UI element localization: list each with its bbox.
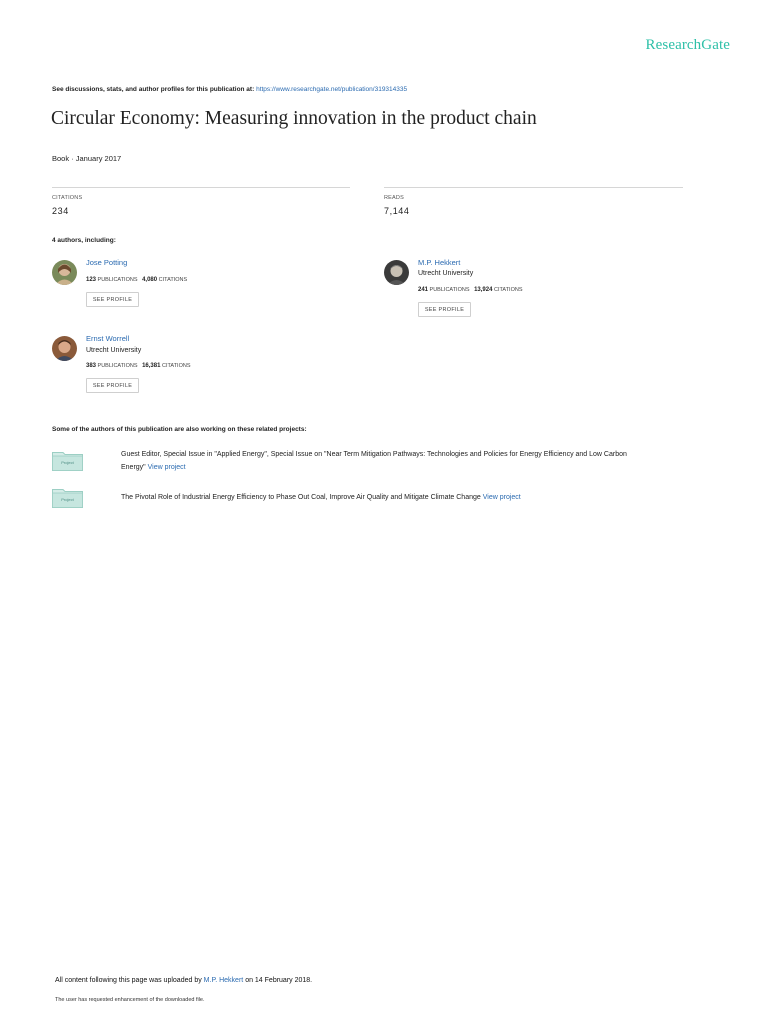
publications-label: PUBLICATIONS	[429, 287, 470, 293]
publications-label: PUBLICATIONS	[97, 363, 138, 369]
publications-label: PUBLICATIONS	[97, 277, 138, 283]
author-stats	[418, 287, 523, 293]
project-text	[121, 492, 711, 505]
citations-count-label: CITATIONS	[158, 277, 188, 283]
project-folder-label: Project	[61, 497, 74, 502]
project-folder-icon	[52, 488, 83, 508]
author-affiliation: Utrecht University	[86, 347, 142, 354]
publications-count: 123	[86, 277, 97, 283]
citations-value: 234	[52, 206, 69, 216]
project-folder-label: Project	[61, 460, 74, 465]
see-profile-button[interactable]: SEE PROFILE	[418, 302, 471, 317]
reads-value: 7,144	[384, 206, 410, 216]
publication-url-link[interactable]: https://www.researchgate.net/publication/319314335	[256, 86, 408, 93]
related-project-row	[52, 486, 712, 510]
see-profile-button[interactable]: SEE PROFILE	[86, 378, 139, 393]
author-affiliation: Utrecht University	[418, 270, 474, 277]
project-title: Guest Editor, Special Issue in "Applied Energy", Special Issue on "Near Term Mitigation Pathways: Technologies and Policies for Energy Efficiency and Low Carbon	[121, 451, 627, 458]
publication-meta: Book · January 2017	[52, 154, 122, 163]
author-card-mp-hekkert	[384, 258, 684, 320]
author-name-link[interactable]: Jose Potting	[86, 258, 128, 267]
author-stats	[86, 277, 187, 283]
author-name-link[interactable]: Ernst Worrell	[86, 334, 130, 343]
publication-title: Circular Economy: Measuring innovation in the product chain	[51, 108, 537, 129]
uploader-link[interactable]: M.P. Hekkert	[203, 977, 244, 984]
project-text	[121, 449, 711, 474]
footer-suffix: on 14 February 2018.	[245, 977, 313, 984]
citations-count: 4,080	[142, 277, 158, 283]
citations-count-label: CITATIONS	[493, 287, 523, 293]
author-name-link[interactable]: M.P. Hekkert	[418, 258, 461, 267]
citations-count: 13,924	[474, 287, 493, 293]
discussion-line	[52, 86, 407, 93]
footer-prefix: All content following this page was uploaded by	[55, 977, 202, 984]
authors-heading: 4 authors, including:	[52, 237, 116, 244]
author-avatar[interactable]	[52, 260, 77, 285]
see-profile-button[interactable]: SEE PROFILE	[86, 292, 139, 307]
project-folder-icon	[52, 451, 83, 471]
view-project-link[interactable]: View project	[147, 463, 186, 471]
citations-count: 16,381	[142, 363, 161, 369]
upload-footer	[55, 977, 312, 984]
project-title-cont: Energy"	[121, 463, 146, 471]
related-project-row	[52, 449, 712, 479]
citations-label: CITATIONS	[52, 195, 83, 201]
researchgate-logo[interactable]: ResearchGate	[645, 37, 730, 53]
citations-divider	[52, 187, 350, 188]
author-avatar[interactable]	[384, 260, 409, 285]
author-avatar[interactable]	[52, 336, 77, 361]
reads-label: READS	[384, 195, 404, 201]
author-card-jose-potting	[52, 258, 352, 318]
view-project-link[interactable]: View project	[482, 494, 521, 501]
related-projects-heading: Some of the authors of this publication are also working on these related projects:	[52, 426, 307, 433]
discussion-prefix: See discussions, stats, and author profiles for this publication at:	[52, 86, 255, 93]
author-stats	[86, 363, 191, 369]
author-card-ernst-worrell	[52, 334, 352, 396]
project-title: The Pivotal Role of Industrial Energy Efficiency to Phase Out Coal, Improve Air Quality and Mitigate Climate Change	[121, 494, 481, 501]
publications-count: 241	[418, 287, 429, 293]
publications-count: 383	[86, 363, 97, 369]
reads-divider	[384, 187, 683, 188]
citations-count-label: CITATIONS	[161, 363, 191, 369]
enhancement-note: The user has requested enhancement of the downloaded file.	[55, 997, 205, 1003]
